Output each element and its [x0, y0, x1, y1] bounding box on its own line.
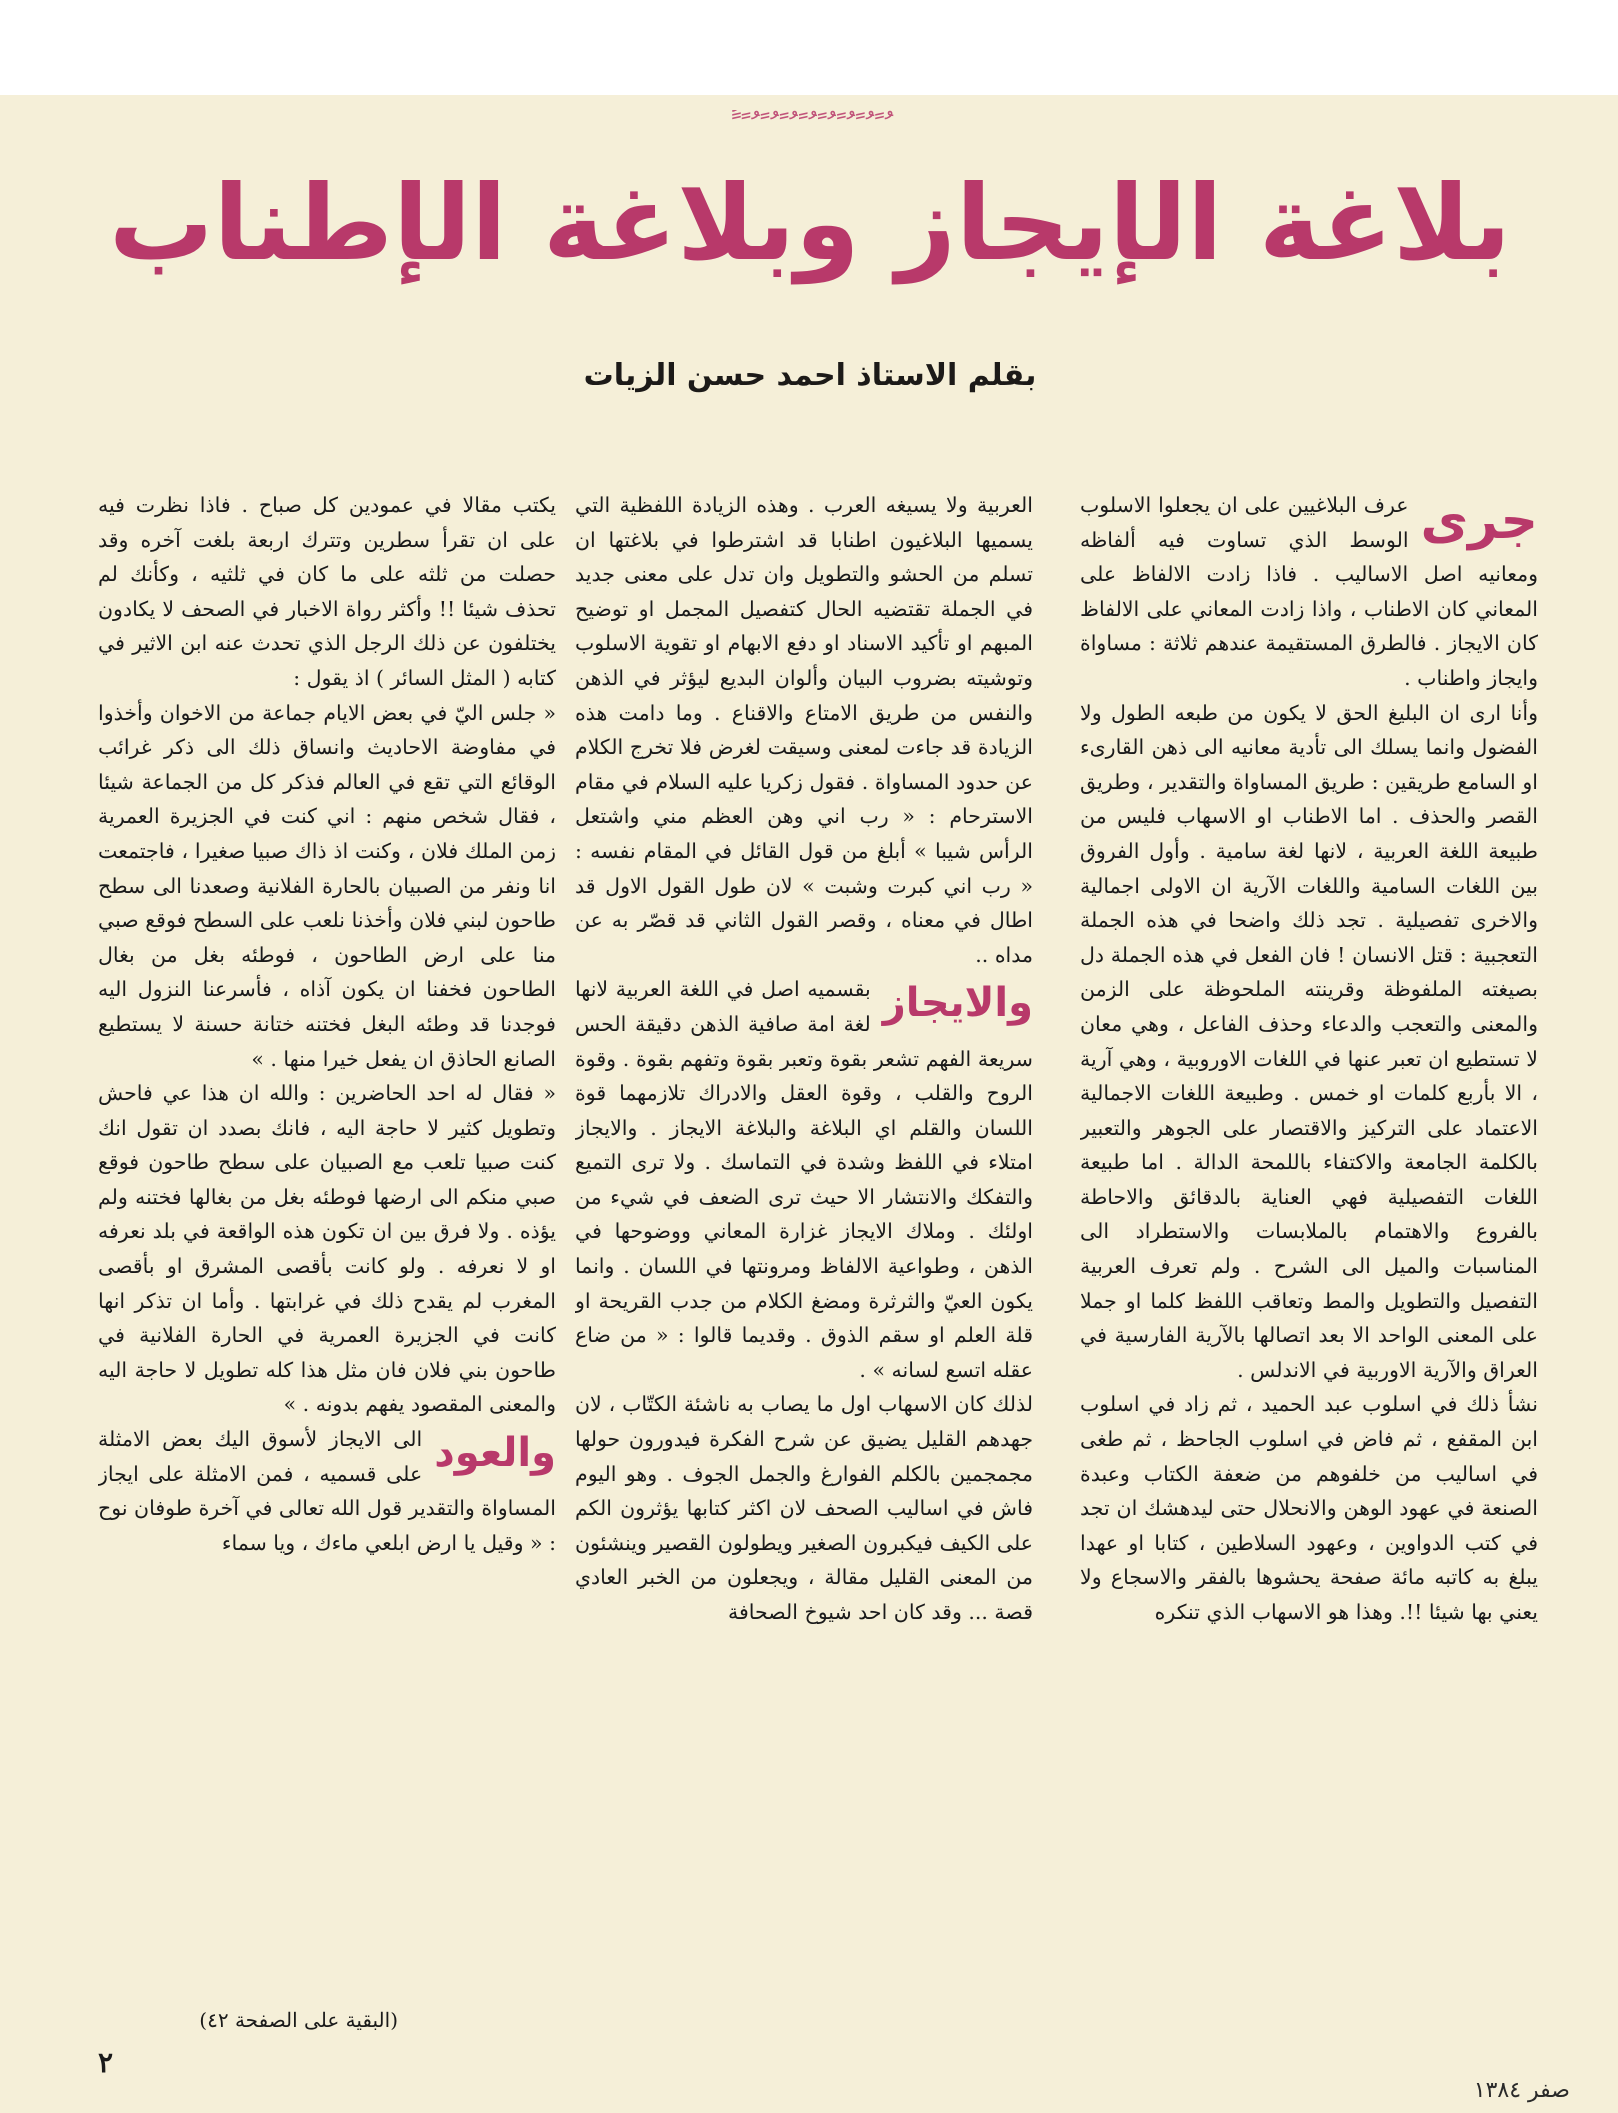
drop-cap-right: جرى	[1420, 491, 1538, 551]
column-left	[98, 488, 556, 2048]
section-head-return: والعود	[434, 1430, 556, 1477]
page-number: ٢	[98, 2046, 114, 2079]
issue-date: صفر ١٣٨٤	[1473, 2078, 1570, 2103]
paragraph: نشأ ذلك في اسلوب عبد الحميد ، ثم زاد في اسلوب ابن المقفع ، ثم فاض في اسلوب الجاحظ ، ثم طغى في اساليب من خلفوهم من ضعفة الكتاب وعبدة الصنعة في عهود الوهن والانحلال حتى ليدهشك ان تجد في كتب الدواوين ، وعهود السلاطين ، كتابا او عهدا يبلغ به كاتبه مائة صفحة يحشوها بالفقر والاسجاع ولا يعني بها شيئا !!. وهذا هو الاسهاب الذي تنكره	[1080, 1392, 1538, 1624]
title-ornament: ً ُ ً ُ ً ُ ً ُ ً ُ ً ُ ً ُ ً ُ ً ُ	[728, 110, 892, 145]
paragraph: يكتب مقالا في عمودين كل صباح . فاذا نظرت فيه على ان تقرأ سطرين وتترك اربعة بلغت آخره وقد حصلت من ثلثه على ما كان في ثلثيه ، وكأنك لم تحذف شيئا !! وأكثر رواة الاخبار في الصحف لا يكادون يختلفون عن ذلك الرجل الذي تحدث عنه ابن الاثير في كتابه ( المثل السائر ) اذ يقول :	[98, 493, 556, 690]
paragraph: لذلك كان الاسهاب اول ما يصاب به ناشئة الكتّاب ، لان جهدهم القليل يضيق عن شرح الفكرة فيدورون حولها مجمجمين بالكلم الفوارغ والجمل الجوف . وهو اليوم فاش في اساليب الصحف لان اكثر كتابها يؤثرون الكم على الكيف فيكبرون الصغير ويطولون القصير وينشئون من المعنى القليل مقالة ، ويجعلون من الخبر العادي قصة ... وقد كان احد شيوخ الصحافة	[575, 1392, 1033, 1624]
paragraph: « فقال له احد الحاضرين : والله ان هذا عي فاحش وتطويل كثير لا حاجة اليه ، فانك بصدد ان تقول انك كنت صبيا تلعب مع الصبيان على سطح طاحون فوقع صبي منكم الى ارضها فوطئه بغل من بغالها فختنه ولم يؤذه . ولا فرق بين ان تكون هذه الواقعة في بلد نعرفه او لا نعرفه . ولو كانت بأقصى المشرق او بأقصى المغرب لم يقدح ذلك في غرابتها . وأما ان تذكر انها كانت في الجزيرة العمرية في الحارة الفلانية في طاحون بني فلان فان مثل هذا كله تطويل لا حاجة اليه والمعنى المقصود يفهم بدونه . »	[98, 1081, 556, 1417]
column-right	[1080, 488, 1538, 2048]
paragraph: « جلس اليّ في بعض الايام جماعة من الاخوان وأخذوا في مفاوضة الاحاديث وانساق ذلك الى ذكر غرائب الوقائع التي تقع في العالم فذكر كل من الجماعة شيئا ، فقال شخص منهم : اني كنت في الجزيرة العمرية زمن الملك فلان ، وكنت اذ ذاك صبيا صغيرا ، فاجتمعت انا ونفر من الصبيان بالحارة الفلانية وصعدنا الى سطح طاحون لبني فلان وأخذنا نلعب على السطح فوقع صبي منا على ارض الطاحون ، فوطئه بغل من بغال الطاحون فخفنا ان يكون آذاه ، فأسرعنا النزول اليه فوجدنا قد وطئه البغل فختنه ختانة حسنة لا يستطيع الصانع الحاذق ان يفعل خيرا منها . »	[98, 700, 556, 1071]
paragraph: بقسميه اصل في اللغة العربية لانها لغة امة صافية الذهن دقيقة الحس سريعة الفهم تشعر بقوة وتعبر بقوة وتفهم بقوة . وقوة الروح والقلب ، وقوة العقل والادراك تلازمهما قوة اللسان والقلم اي البلاغة والبلاغة الايجاز . والايجاز امتلاء في اللفظ وشدة في التماسك . ولا ترى التميع والتفكك والانتشار الا حيث ترى الضعف في شيء من اولئك . وملاك الايجاز غزارة المعاني ووضوحها في الذهن ، وطواعية الالفاظ ومرونتها في اللسان . وانما يكون العيّ والثرثرة ومضغ الكلام من جدب القريحة او قلة العلم او سقم الذوق . وقديما قالوا : « من ضاع عقله اتسع لسانه » .	[575, 977, 1033, 1382]
paragraph: الى الايجاز لأسوق اليك بعض الامثلة على قسميه ، فمن الامثلة على ايجاز المساواة والتقدير قول الله تعالى في آخرة طوفان نوح : « وقيل يا ارض ابلعي ماءك ، ويا سماء	[98, 1427, 556, 1555]
paragraph: وأنا ارى ان البليغ الحق لا يكون من طبعه الطول ولا الفضول وانما يسلك الى تأدية معانيه الى ذهن القارىء او السامع طريقين : طريق المساواة والتقدير ، وطريق القصر والحذف . اما الاطناب او الاسهاب فليس من طبيعة اللغة العربية ، لانها لغة سامية . وأول الفروق بين اللغات السامية واللغات الآرية ان الاولى اجمالية والاخرى تفصيلية . تجد ذلك واضحا في هذه الجملة التعجبية : قتل الانسان ! فان الفعل في هذه الجملة دل بصيغته الملفوظة وقرينته الملحوظة على الزمن والمعنى والتعجب والدعاء وحذف الفاعل ، وهي معان لا تستطيع ان تعبر عنها في اللغات الاوروبية ، وهي آرية ، الا بأربع كلمات او خمس . وطبيعة اللغات الاجمالية الاعتماد على التركيز والاقتصار على الجوهر والتعبير بالكلمة الجامعة والاكتفاء باللمحة الدالة . اما طبيعة اللغات التفصيلية فهي العناية بالدقائق والاحاطة بالفروع والاهتمام بالملابسات والاستطراد الى المناسبات والميل الى الشرح . ولم تعرف العربية التفصيل والتطويل والمط وتعاقب اللفظ كلما او جملا على المعنى الواحد الا بعد اتصالها بالآرية الفارسية في العراق والآرية الاوربية في الاندلس .	[1080, 700, 1538, 1382]
article-byline: بقلم الاستاذ احمد حسن الزيات	[583, 358, 1037, 393]
continued-note: (البقية على الصفحة ٤٢)	[199, 2008, 398, 2032]
paragraph: العربية ولا يسيغه العرب . وهذه الزيادة اللفظية التي يسميها البلاغيون اطنابا قد اشترطوا في بلاغتها ان تسلم من الحشو والتطويل وان تدل على معنى جديد في الجملة تقتضيه الحال كتفصيل المجمل او توضيح المبهم او تأكيد الاسناد او دفع الابهام او تقوية الاسلوب وتوشيته بضروب البيان وألوان البديع ليؤثر في الذهن والنفس من طريق الامتاع والاقناع . وما دامت هذه الزيادة قد جاءت لمعنى وسيقت لغرض فلا تخرج الكلام عن حدود المساواة . فقول زكريا عليه السلام في مقام الاسترحام : « رب اني وهن العظم مني واشتعل الرأس شيبا » أبلغ من قول القائل في المقام نفسه : « رب اني كبرت وشبت » لان طول القول الاول قد اطال في معناه ، وقصر القول الثاني قد قصّر به عن مداه ..	[575, 493, 1033, 967]
paragraph: عرف البلاغيين على ان يجعلوا الاسلوب الوسط الذي تساوت فيه ألفاظه ومعانيه اصل الاساليب . فاذا زادت الالفاظ على المعاني كان الاطناب ، واذا زادت المعاني على الالفاظ كان الايجاز . فالطرق المستقيمة عندهم ثلاثة : مساواة وايجاز واطناب .	[1080, 493, 1538, 690]
column-middle	[575, 488, 1033, 2048]
section-head-ijaz: والايجاز	[882, 980, 1033, 1027]
article-title: بلاغة الإيجاز وبلاغة الإطناب	[109, 162, 1511, 284]
